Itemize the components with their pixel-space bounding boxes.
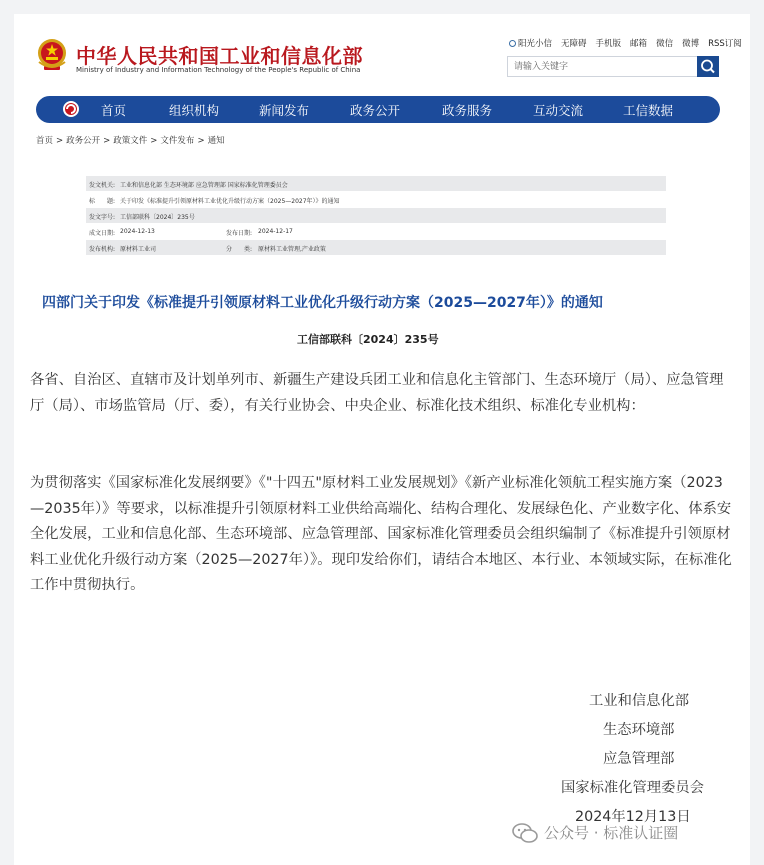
nav-item-interaction[interactable]: 互动交流 xyxy=(533,103,584,118)
signatory-sac: 国家标准化管理委员会 xyxy=(561,780,704,796)
toplink-rss[interactable]: RSS订阅 xyxy=(708,39,742,49)
document-date: 2024年12月13日 xyxy=(575,809,691,825)
docno-value: 工信部联科〔2024〕235号 xyxy=(120,214,195,221)
info-row-dates xyxy=(86,224,666,239)
nav-item-news[interactable]: 新闻发布 xyxy=(259,103,310,118)
toplink-wechat[interactable]: 微信 xyxy=(656,39,674,49)
document-title: 四部门关于印发《标准提升引领原材料工业优化升级行动方案（2025—2027年）》的通知 xyxy=(42,295,603,311)
site-title-english: Ministry of Industry and Information Technology of the People's Republic of China xyxy=(76,66,361,74)
breadcrumb-home[interactable]: 首页 xyxy=(36,136,54,146)
toplink-mail[interactable]: 邮箱 xyxy=(630,39,648,49)
search-icon xyxy=(697,56,719,77)
breadcrumb-notice[interactable]: 通知 xyxy=(207,136,225,146)
document-paragraph-body: 为贯彻落实《国家标准化发展纲要》《"十四五"原材料工业发展规划》《新产业标准化领航工程实施方案（2023—2035年）》等要求，以标准提升引领原材料工业供给高端化、结构合理化、发展绿色化、产业数字化、体系安全化发展，工业和信息化部、生态环境部、应急管理部、国家标准化管理委员会组织编制了《标准提升引领原材料工业优化升级行动方案（2025—2027年）》。现印发给你们，请结合本地区、本行业、本领域实际，在标准化工作中贯彻执行。 xyxy=(30,475,732,593)
document-paragraph-recipients: 各省、自治区、直辖市及计划单列市、新疆生产建设兵团工业和信息化主管部门、生态环境厅（局）、应急管理厅（局）、市场监管局（厅、委），有关行业协会、中央企业、标准化技术组织、标准化专业机构： xyxy=(30,372,724,414)
issuer-label: 发文机关: xyxy=(89,182,116,189)
nav-item-organization[interactable]: 组织机构 xyxy=(169,103,220,118)
dept-label: 发布机构: xyxy=(89,246,116,253)
nav-item-data[interactable]: 工信数据 xyxy=(623,103,674,118)
info-row-issuer xyxy=(86,176,666,191)
breadcrumb-file-release[interactable]: 文件发布 xyxy=(160,136,195,146)
watermark-text: 公众号 · 标准认证圈 xyxy=(544,824,679,842)
home-logo-icon xyxy=(62,100,80,118)
toplink-accessibility[interactable]: 无障碍 xyxy=(561,39,587,49)
breadcrumb-policy-documents[interactable]: 政策文件 xyxy=(113,136,148,146)
title-label: 标 题: xyxy=(89,198,116,205)
toplink-sunshine[interactable]: 阳光小信 xyxy=(509,37,552,49)
nav-item-services[interactable]: 政务服务 xyxy=(442,103,493,118)
issuer-value: 工业和信息化部 生态环境部 应急管理部 国家标准化管理委员会 xyxy=(120,182,288,189)
info-row-dept xyxy=(86,240,666,255)
category-label: 分 类: xyxy=(226,246,253,253)
accessibility-icon xyxy=(509,40,516,47)
info-row-docno xyxy=(86,208,666,223)
created-label: 成文日期: xyxy=(89,230,116,237)
created-value: 2024-12-13 xyxy=(120,228,155,235)
watermark xyxy=(512,822,678,843)
docno-label: 发文字号: xyxy=(89,214,116,221)
info-row-title xyxy=(86,192,666,207)
nav-item-home[interactable]: 首页 xyxy=(101,103,127,118)
published-label: 发布日期: xyxy=(226,230,253,237)
national-emblem-icon xyxy=(36,38,68,72)
title-value: 关于印发《标准提升引领原材料工业优化升级行动方案（2025—2027年）》的通知 xyxy=(120,198,340,205)
wechat-icon xyxy=(512,823,538,843)
signatory-mem: 应急管理部 xyxy=(603,751,675,767)
breadcrumb: 首页 > 政务公开 > 政策文件 > 文件发布 > 通知 xyxy=(36,136,225,146)
toplink-mobile[interactable]: 手机版 xyxy=(595,39,622,49)
category-value: 原材料工业管理,产业政策 xyxy=(258,246,326,253)
published-value: 2024-12-17 xyxy=(258,228,293,235)
dept-value: 原材料工业司 xyxy=(120,246,157,253)
breadcrumb-government-affairs[interactable]: 政务公开 xyxy=(66,136,101,146)
signatory-mee: 生态环境部 xyxy=(603,722,675,738)
nav-item-government-affairs[interactable]: 政务公开 xyxy=(350,103,401,118)
search-input[interactable] xyxy=(508,57,696,76)
document-info-table xyxy=(86,176,666,256)
document-number: 工信部联科〔2024〕235号 xyxy=(297,333,439,346)
top-links xyxy=(509,37,742,49)
site-title[interactable]: 中华人民共和国工业和信息化部 xyxy=(76,44,363,68)
signatory-miit: 工业和信息化部 xyxy=(589,693,690,709)
toplink-weibo[interactable]: 微博 xyxy=(682,39,700,49)
search-box xyxy=(507,56,719,77)
search-button[interactable] xyxy=(697,56,719,77)
